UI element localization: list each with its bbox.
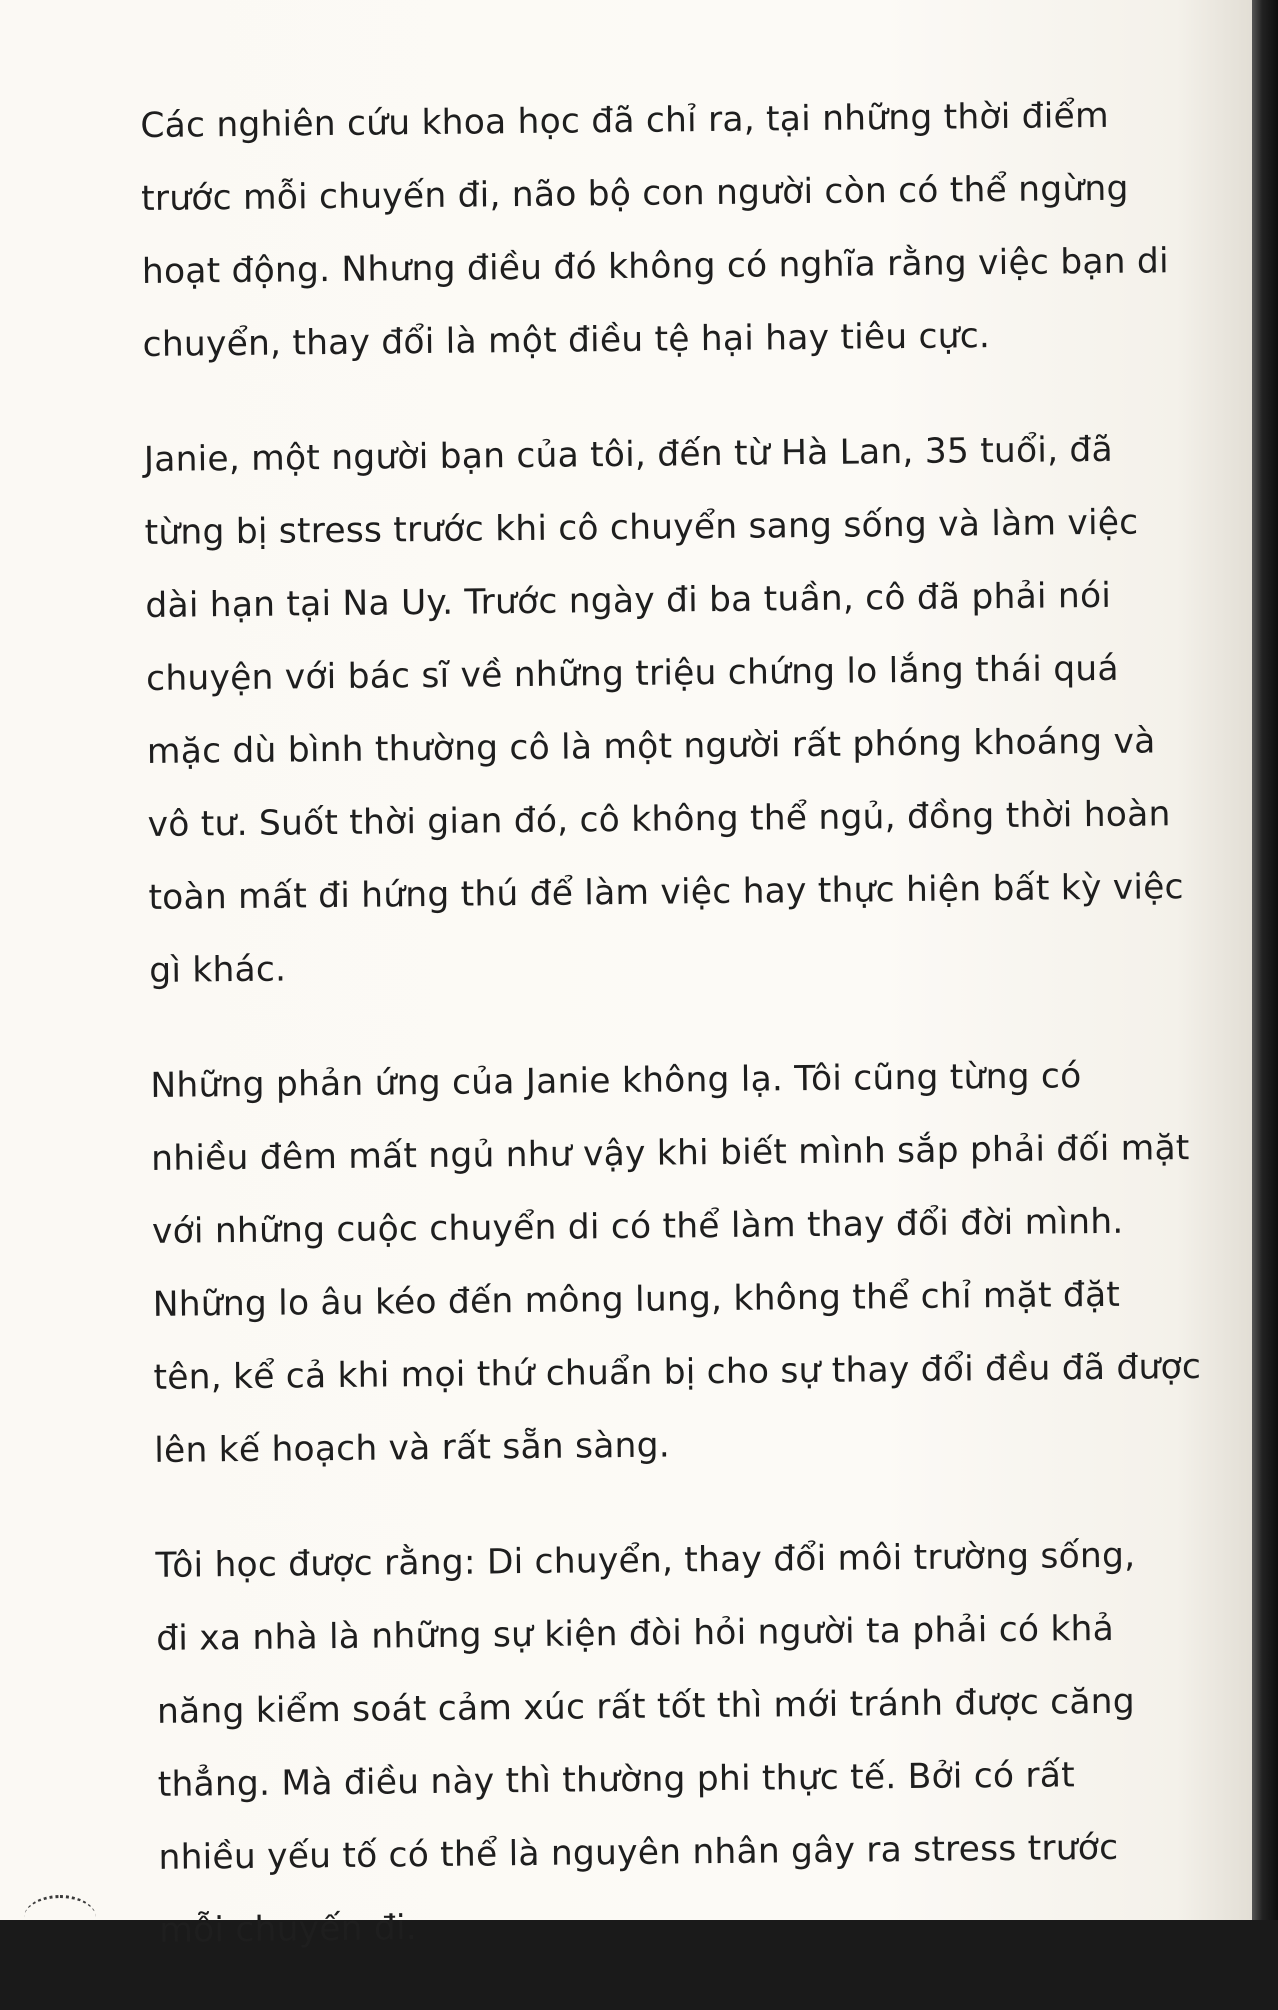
text-line: vô tư. Suốt thời gian đó, cô không thể ngủ, đồng thời hoàn bbox=[147, 794, 1171, 845]
paragraph-1 bbox=[140, 79, 1228, 382]
paragraph-3 bbox=[150, 1039, 1240, 1488]
text-line: chuyện với bác sĩ về những triệu chứng lo lắng thái quá bbox=[145, 648, 1119, 699]
text-line: Janie, một người bạn của tôi, đến từ Hà Lan, 35 tuổi, đã bbox=[143, 429, 1114, 480]
text-line: toàn mất đi hứng thú để làm việc hay thực hiện bất kỳ việc bbox=[148, 867, 1184, 918]
text-line: đi xa nhà là những sự kiện đòi hỏi người ta phải có khả bbox=[156, 1608, 1115, 1659]
page-text bbox=[140, 79, 1245, 2010]
text-line: Những lo âu kéo đến mông lung, không thể chỉ mặt đặt bbox=[152, 1274, 1121, 1325]
text-line: hoạt động. Nhưng điều đó không có nghĩa rằng việc bạn di bbox=[141, 241, 1169, 292]
text-line: lên kế hoạch và rất sẵn sàng. bbox=[154, 1425, 671, 1471]
text-line: nhiều yếu tố có thể là nguyên nhân gây ra stress trước bbox=[158, 1827, 1119, 1878]
text-line: Tôi học được rằng: Di chuyển, thay đổi môi trường sống, bbox=[155, 1535, 1136, 1586]
text-line: chuyển, thay đổi là một điều tệ hại hay tiêu cực. bbox=[142, 316, 991, 365]
text-line: mặc dù bình thường cô là một người rất phóng khoáng và bbox=[146, 721, 1156, 772]
text-line: tên, kể cả khi mọi thứ chuẩn bị cho sự thay đổi đều đã được bbox=[153, 1346, 1202, 1398]
text-line: gì khác. bbox=[149, 949, 287, 991]
text-line: dài hạn tại Na Uy. Trước ngày đi ba tuần, cô đã phải nói bbox=[145, 575, 1112, 626]
paragraph-4 bbox=[155, 1519, 1245, 1968]
text-line: Những phản ứng của Janie không lạ. Tôi cũng từng có bbox=[150, 1056, 1082, 1106]
text-line: nhiều đêm mất ngủ như vậy khi biết mình sắp phải đối mặt bbox=[150, 1128, 1190, 1179]
text-line: từng bị stress trước khi cô chuyển sang sống và làm việc bbox=[144, 502, 1139, 553]
text-line: mỗi chuyến đi. bbox=[159, 1908, 418, 1951]
text-line: trước mỗi chuyến đi, não bộ con người còn có thể ngừng bbox=[140, 168, 1129, 219]
text-line: năng kiểm soát cảm xúc rất tốt thì mới tránh được căng bbox=[156, 1681, 1136, 1732]
page-corner-ornament bbox=[24, 1895, 96, 1940]
book-binding-edge bbox=[1252, 0, 1278, 1920]
text-line: Các nghiên cứu khoa học đã chỉ ra, tại những thời điểm bbox=[140, 95, 1109, 146]
paragraph-2 bbox=[143, 413, 1234, 1008]
text-line: với những cuộc chuyển di có thể làm thay đổi đời mình. bbox=[151, 1201, 1124, 1252]
text-line: thẳng. Mà điều này thì thường phi thực tế. Bởi có rất bbox=[157, 1755, 1076, 1805]
